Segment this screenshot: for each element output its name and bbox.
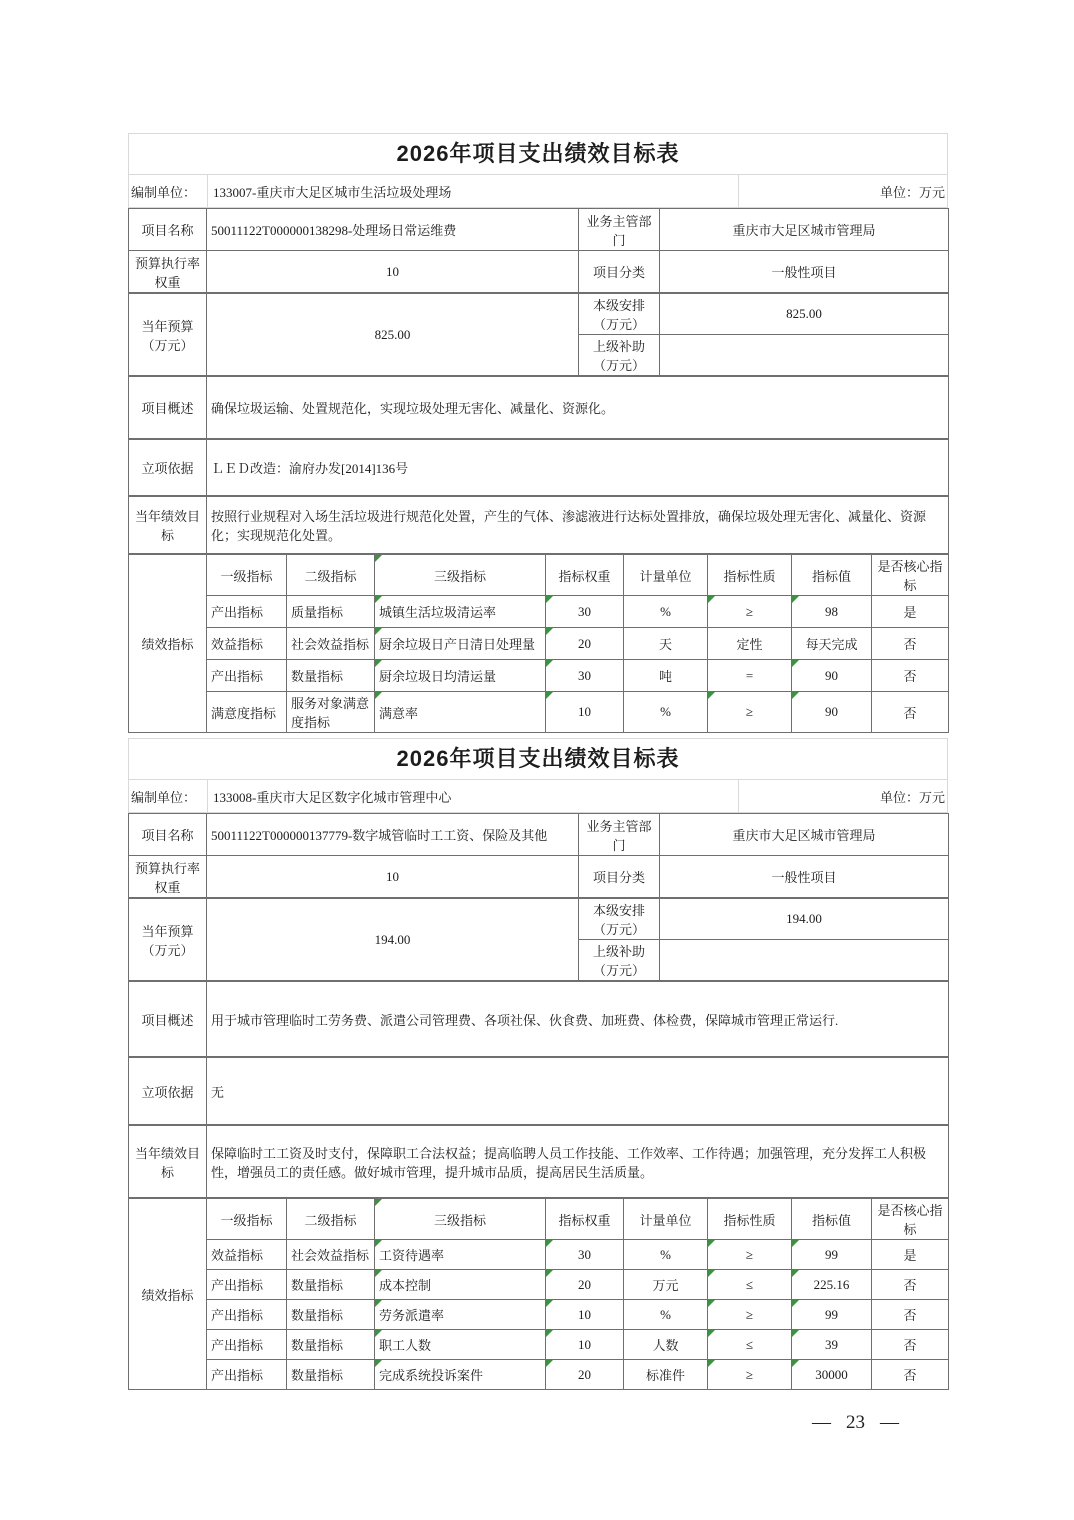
col-header-l2: 二级指标 xyxy=(287,1199,375,1240)
table-row xyxy=(129,1126,949,1198)
indicator-row xyxy=(129,1360,949,1390)
weight-cell: 10 xyxy=(546,1330,624,1360)
project-name-label: 项目名称 xyxy=(129,814,207,856)
l2-cell: 数量指标 xyxy=(287,1360,375,1390)
col-header-nature: 指标性质 xyxy=(708,555,792,596)
sheet xyxy=(128,133,948,1390)
col-header-core: 是否核心指标 xyxy=(872,555,949,596)
prepared-by-value: 133007-重庆市大足区城市生活垃圾处理场 xyxy=(213,184,452,200)
core-cell: 否 xyxy=(872,660,949,692)
indicator-row xyxy=(129,660,949,692)
weight-cell: 30 xyxy=(546,660,624,692)
category-value: 一般性项目 xyxy=(660,251,949,293)
basis-label: 立项依据 xyxy=(129,1058,207,1125)
core-cell: 否 xyxy=(872,1270,949,1300)
annual-budget-label: 当年预算（万元） xyxy=(129,899,207,981)
indicator-table xyxy=(128,1198,949,1390)
category-label: 项目分类 xyxy=(579,251,660,293)
performance-table-2 xyxy=(128,738,948,1390)
goal-table xyxy=(128,496,949,554)
basis-value: 无 xyxy=(207,1058,949,1125)
prepared-by-value: 133008-重庆市大足区数字化城市管理中心 xyxy=(213,789,452,805)
nature-cell: ≤ xyxy=(708,1330,792,1360)
nature-cell: ≥ xyxy=(708,596,792,628)
l3-cell: 成本控制 xyxy=(375,1270,546,1300)
l2-cell: 质量指标 xyxy=(287,596,375,628)
l1-cell: 产出指标 xyxy=(207,1360,287,1390)
value-cell: 每天完成 xyxy=(792,628,872,660)
table-row xyxy=(129,982,949,1057)
prepared-by-label: 编制单位： xyxy=(129,175,208,207)
l3-cell: 完成系统投诉案件 xyxy=(375,1360,546,1390)
value-cell: 90 xyxy=(792,660,872,692)
table-row xyxy=(129,440,949,496)
col-header-l3: 三级指标 xyxy=(375,1199,546,1240)
page-title: 2026年项目支出绩效目标表 xyxy=(128,738,948,779)
basis-value: ＬＥＤ改造：渝府办发[2014]136号 xyxy=(207,440,949,496)
indicator-row xyxy=(129,1270,949,1300)
indicator-row xyxy=(129,1300,949,1330)
page-number-dash-right: — xyxy=(880,1412,899,1433)
prepared-by-row xyxy=(128,779,948,813)
nature-cell: ≥ xyxy=(708,1360,792,1390)
l2-cell: 数量指标 xyxy=(287,660,375,692)
upper-label: 上级补助（万元） xyxy=(579,940,660,981)
weight-cell: 20 xyxy=(546,1270,624,1300)
performance-table-1 xyxy=(128,133,948,733)
basis-label: 立项依据 xyxy=(129,440,207,496)
l1-cell: 产出指标 xyxy=(207,660,287,692)
budget-table xyxy=(128,293,949,376)
value-cell: 98 xyxy=(792,596,872,628)
table-row xyxy=(129,377,949,439)
l1-cell: 产出指标 xyxy=(207,1300,287,1330)
table-row xyxy=(129,1058,949,1125)
l2-cell: 服务对象满意度指标 xyxy=(287,692,375,733)
page-title: 2026年项目支出绩效目标表 xyxy=(128,133,948,174)
category-value: 一般性项目 xyxy=(660,856,949,898)
indicator-row xyxy=(129,1330,949,1360)
weight-cell: 10 xyxy=(546,692,624,733)
project-name-value: 50011122T000000138298-处理场日常运维费 xyxy=(207,209,579,251)
perf-label: 绩效指标 xyxy=(129,555,207,733)
basis-table xyxy=(128,1057,949,1125)
indicator-header-row xyxy=(129,1199,949,1240)
project-name-label: 项目名称 xyxy=(129,209,207,251)
annual-goal-value: 按照行业规程对入场生活垃圾进行规范化处置，产生的气体、渗滤液进行达标处置排放，确保垃圾处理无害化、减量化、资源化；实现规范化处置。 xyxy=(207,497,949,554)
col-header-l3: 三级指标 xyxy=(375,555,546,596)
local-label: 本级安排（万元） xyxy=(579,294,660,335)
unit-cell: 天 xyxy=(624,628,708,660)
table-row xyxy=(129,251,949,293)
nature-cell: ≥ xyxy=(708,1240,792,1270)
budget-weight-label: 预算执行率权重 xyxy=(129,856,207,898)
project-name-value: 50011122T000000137779-数字城管临时工工资、保险及其他 xyxy=(207,814,579,856)
dept-label: 业务主管部门 xyxy=(579,814,660,856)
indicator-row xyxy=(129,1240,949,1270)
unit-cell: 吨 xyxy=(624,660,708,692)
col-header-value: 指标值 xyxy=(792,1199,872,1240)
core-cell: 是 xyxy=(872,1240,949,1270)
upper-label: 上级补助（万元） xyxy=(579,335,660,376)
dept-value: 重庆市大足区城市管理局 xyxy=(660,814,949,856)
local-label: 本级安排（万元） xyxy=(579,899,660,940)
indicator-row xyxy=(129,596,949,628)
budget-weight-value: 10 xyxy=(207,856,579,898)
local-value: 194.00 xyxy=(660,899,949,940)
l2-cell: 数量指标 xyxy=(287,1270,375,1300)
col-header-weight: 指标权重 xyxy=(546,555,624,596)
col-header-value: 指标值 xyxy=(792,555,872,596)
overview-label: 项目概述 xyxy=(129,982,207,1057)
prepared-by-label: 编制单位： xyxy=(129,780,208,812)
unit-cell: % xyxy=(624,1300,708,1330)
col-header-l1: 一级指标 xyxy=(207,1199,287,1240)
table-row xyxy=(129,294,949,335)
basis-table xyxy=(128,439,949,496)
dept-value: 重庆市大足区城市管理局 xyxy=(660,209,949,251)
category-label: 项目分类 xyxy=(579,856,660,898)
l1-cell: 产出指标 xyxy=(207,596,287,628)
budget-weight-label: 预算执行率权重 xyxy=(129,251,207,293)
annual-budget-label: 当年预算（万元） xyxy=(129,294,207,376)
weight-cell: 20 xyxy=(546,628,624,660)
indicator-header-row xyxy=(129,555,949,596)
unit-label: 单位：万元 xyxy=(738,780,947,812)
unit-cell: 万元 xyxy=(624,1270,708,1300)
annual-goal-value: 保障临时工工资及时支付，保障职工合法权益；提高临聘人员工作技能、工作效率、工作待遇；加强管理，充分发挥工人积极性，增强员工的责任感。做好城市管理，提升城市品质，提高居民生活质量。 xyxy=(207,1126,949,1198)
col-header-unit: 计量单位 xyxy=(624,1199,708,1240)
value-cell: 30000 xyxy=(792,1360,872,1390)
value-cell: 99 xyxy=(792,1300,872,1330)
perf-label: 绩效指标 xyxy=(129,1199,207,1390)
info-table xyxy=(128,208,949,293)
l3-cell: 城镇生活垃圾清运率 xyxy=(375,596,546,628)
l3-cell: 劳务派遣率 xyxy=(375,1300,546,1330)
unit-cell: % xyxy=(624,1240,708,1270)
unit-cell: % xyxy=(624,596,708,628)
local-value: 825.00 xyxy=(660,294,949,335)
weight-cell: 10 xyxy=(546,1300,624,1330)
annual-budget-value: 825.00 xyxy=(207,294,579,376)
col-header-weight: 指标权重 xyxy=(546,1199,624,1240)
l3-cell: 厨余垃圾日产日清日处理量 xyxy=(375,628,546,660)
l1-cell: 产出指标 xyxy=(207,1330,287,1360)
unit-cell: 人数 xyxy=(624,1330,708,1360)
page-number-value: 23 xyxy=(846,1412,865,1433)
weight-cell: 30 xyxy=(546,596,624,628)
overview-value: 确保垃圾运输、处置规范化，实现垃圾处理无害化、减量化、资源化。 xyxy=(207,377,949,439)
goal-table xyxy=(128,1125,949,1198)
l2-cell: 数量指标 xyxy=(287,1330,375,1360)
overview-value: 用于城市管理临时工劳务费、派遣公司管理费、各项社保、伙食费、加班费、体检费，保障城市管理正常运行. xyxy=(207,982,949,1057)
core-cell: 否 xyxy=(872,628,949,660)
dept-label: 业务主管部门 xyxy=(579,209,660,251)
value-cell: 99 xyxy=(792,1240,872,1270)
col-header-nature: 指标性质 xyxy=(708,1199,792,1240)
l1-cell: 效益指标 xyxy=(207,1240,287,1270)
upper-value xyxy=(660,940,949,981)
core-cell: 否 xyxy=(872,1360,949,1390)
value-cell: 225.16 xyxy=(792,1270,872,1300)
col-header-core: 是否核心指标 xyxy=(872,1199,949,1240)
prepared-by-row xyxy=(128,174,948,208)
unit-cell: % xyxy=(624,692,708,733)
l3-cell: 满意率 xyxy=(375,692,546,733)
indicator-row xyxy=(129,692,949,733)
l1-cell: 产出指标 xyxy=(207,1270,287,1300)
budget-weight-value: 10 xyxy=(207,251,579,293)
info-table xyxy=(128,813,949,898)
indicator-table xyxy=(128,554,949,733)
unit-cell: 标准件 xyxy=(624,1360,708,1390)
l1-cell: 满意度指标 xyxy=(207,692,287,733)
table-row xyxy=(129,497,949,554)
l2-cell: 数量指标 xyxy=(287,1300,375,1330)
annual-budget-value: 194.00 xyxy=(207,899,579,981)
indicator-row xyxy=(129,628,949,660)
table-row xyxy=(129,856,949,898)
budget-table xyxy=(128,898,949,981)
col-header-l1: 一级指标 xyxy=(207,555,287,596)
nature-cell: 定性 xyxy=(708,628,792,660)
value-cell: 39 xyxy=(792,1330,872,1360)
core-cell: 是 xyxy=(872,596,949,628)
table-row xyxy=(129,899,949,940)
value-cell: 90 xyxy=(792,692,872,733)
l3-cell: 厨余垃圾日均清运量 xyxy=(375,660,546,692)
overview-table xyxy=(128,981,949,1057)
core-cell: 否 xyxy=(872,1330,949,1360)
overview-label: 项目概述 xyxy=(129,377,207,439)
nature-cell: ≥ xyxy=(708,692,792,733)
l1-cell: 效益指标 xyxy=(207,628,287,660)
l3-cell: 工资待遇率 xyxy=(375,1240,546,1270)
overview-table xyxy=(128,376,949,439)
l3-cell: 职工人数 xyxy=(375,1330,546,1360)
table-row xyxy=(129,814,949,856)
table-row xyxy=(129,209,949,251)
page-number-dash-left: — xyxy=(812,1412,831,1433)
nature-cell: = xyxy=(708,660,792,692)
nature-cell: ≤ xyxy=(708,1270,792,1300)
l2-cell: 社会效益指标 xyxy=(287,628,375,660)
weight-cell: 30 xyxy=(546,1240,624,1270)
page-number xyxy=(812,1412,899,1434)
annual-goal-label: 当年绩效目标 xyxy=(129,1126,207,1198)
unit-label: 单位：万元 xyxy=(738,175,947,207)
annual-goal-label: 当年绩效目标 xyxy=(129,497,207,554)
col-header-unit: 计量单位 xyxy=(624,555,708,596)
core-cell: 否 xyxy=(872,1300,949,1330)
weight-cell: 20 xyxy=(546,1360,624,1390)
nature-cell: ≥ xyxy=(708,1300,792,1330)
l2-cell: 社会效益指标 xyxy=(287,1240,375,1270)
col-header-l2: 二级指标 xyxy=(287,555,375,596)
upper-value xyxy=(660,335,949,376)
core-cell: 否 xyxy=(872,692,949,733)
